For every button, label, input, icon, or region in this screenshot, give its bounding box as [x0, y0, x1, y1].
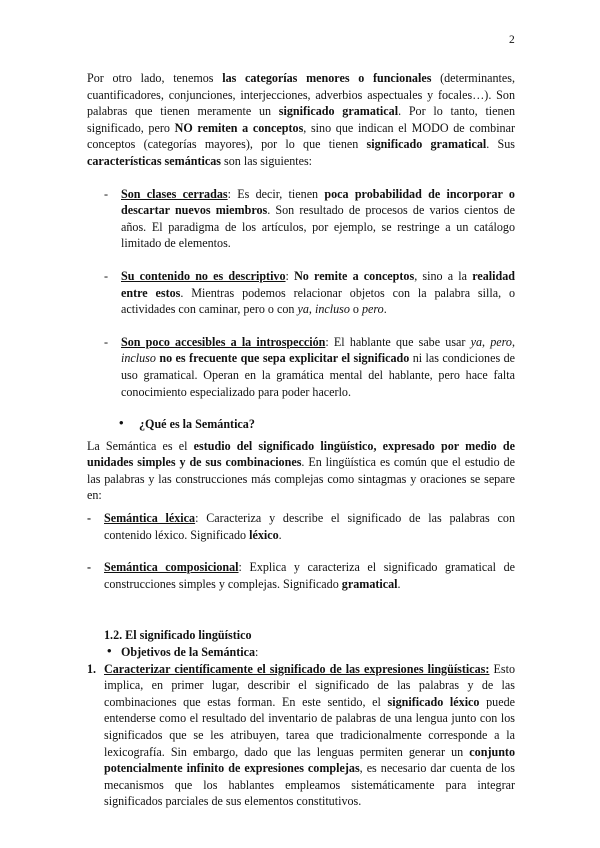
- objectives-heading: [87, 644, 515, 661]
- bold-text: estudio del significado lingüístico, expresado por medio de unidades simples y de sus combinaciones: [87, 438, 515, 470]
- italic-text: pero: [361, 302, 384, 317]
- objective-title: Caracterizar científicamente el significado de las expresiones lingüísticas:: [104, 661, 490, 676]
- text: (determinantes, cuantificadores, conjunciones, interjecciones, adverbios aspectuales y focales…). Son palabras que tienen meramente un: [87, 71, 515, 119]
- what-is-semantics-heading: [87, 416, 515, 433]
- text: : Explica y caracteriza el significado gramatical de construcciones simples y complejas. Significado: [104, 560, 515, 591]
- text: , sino a la: [414, 268, 473, 283]
- characteristic-introspection: [104, 334, 515, 400]
- text: o: [349, 302, 362, 317]
- text: :: [285, 268, 295, 283]
- text: : El hablante que sabe usar: [325, 334, 471, 349]
- document-body: [87, 70, 515, 810]
- bold-text: No remite a conceptos: [294, 268, 415, 283]
- text: :: [255, 645, 259, 660]
- characteristic-non-descriptive: [104, 268, 515, 318]
- text: , sino que indican el MODO de combinar conceptos (categorías mayores), por lo que tienen: [87, 120, 516, 152]
- section-heading: 1.2. El significado lingüístico: [104, 628, 252, 643]
- bold-text: significado gramatical: [366, 137, 487, 152]
- intro-paragraph: [87, 70, 515, 170]
- text: Esto implica, en primer lugar, describir el significado de las palabras y de las combinaciones que estas forman. En este sentido, el: [104, 661, 515, 709]
- heading-text: ¿Qué es la Semántica?: [139, 417, 255, 432]
- bullet-icon: •: [107, 643, 112, 659]
- text: . Mientras podemos relacionar objetos con la palabra silla, o actividades con caminar, pero o con: [121, 285, 515, 317]
- text: La Semántica es el: [87, 438, 194, 453]
- page-number: 2: [509, 34, 515, 46]
- text: . En lingüística es común que el estudio de las palabras y las construcciones más complejas como sintagmas y oraciones se separe en:: [87, 455, 515, 503]
- text: Por otro lado, tenemos: [87, 71, 223, 85]
- text: .: [383, 302, 387, 317]
- bold-text: gramatical: [341, 576, 398, 591]
- text: .: [278, 527, 282, 542]
- bold-text: no es frecuente que sepa explicitar el significado: [159, 351, 410, 366]
- dash-marker: -: [104, 334, 109, 349]
- characteristic-closed-classes: [104, 186, 515, 252]
- text: .: [397, 576, 401, 591]
- bullet-icon: •: [119, 415, 124, 431]
- text: ,: [511, 334, 515, 349]
- dash-marker: -: [104, 186, 109, 201]
- italic-text: ya: [470, 334, 483, 349]
- characteristic-title: Son poco accesibles a la introspección: [121, 334, 326, 349]
- semantics-definition: [87, 438, 515, 504]
- text: , es necesario dar cuenta de los mecanismos que los hablantes empleamos sistemáticamente para integrar significados parciales de sus elementos constitutivos.: [104, 761, 515, 809]
- text: ,: [482, 334, 491, 349]
- bold-text: léxico: [249, 527, 279, 542]
- text: . Por lo tanto, tienen significado, pero: [87, 104, 515, 135]
- text: ,: [308, 302, 315, 317]
- text: puede entenderse como el resultado del inventario de palabras de una lengua junto con los significados que se les atribuyen, tarea que tradicionalmente corresponde a la lexicografía. Sin embargo, dado que las lenguas permiten generar un: [104, 694, 515, 759]
- item-number: 1.: [87, 661, 97, 676]
- bold-text: conjunto potencialmente infinito de expresiones complejas: [104, 744, 515, 776]
- bold-text: características semánticas: [87, 153, 221, 168]
- bold-text: las categorías menores o funcionales: [222, 71, 432, 85]
- text: . Son resultado de procesos de varios cientos de años. El paradigma de los artículos, por ejemplo, se restringe a un catálogo limitado de elementos.: [121, 203, 515, 251]
- text: ni las condiciones de uso gramatical. Operan en la gramática mental del hablante, pero hace falta conocimiento especializado para poder hacerlo.: [121, 351, 515, 399]
- characteristic-title: Su contenido no es descriptivo: [121, 268, 286, 283]
- italic-text: incluso: [314, 302, 350, 317]
- bold-text: significado léxico: [387, 694, 480, 709]
- dash-marker: -: [104, 268, 109, 283]
- bold-text: poca probabilidad de incorporar o descartar nuevos miembros: [121, 186, 515, 218]
- compositional-semantics-title: Semántica composicional: [104, 560, 239, 575]
- bold-text: significado gramatical: [278, 104, 399, 119]
- text: son las siguientes:: [221, 153, 313, 168]
- italic-text: incluso: [121, 351, 156, 366]
- characteristic-title: Son clases cerradas: [121, 186, 228, 201]
- text: : Caracteriza y describe el significado de las palabras con contenido léxico. Significado: [104, 511, 515, 542]
- dash-marker: -: [87, 560, 92, 575]
- text: : Es decir, tienen: [227, 186, 325, 201]
- lexical-semantics-title: Semántica léxica: [104, 511, 196, 526]
- heading-text: Objetivos de la Semántica: [121, 645, 256, 660]
- lexical-semantics-item: [87, 510, 515, 543]
- text: . Sus: [486, 137, 515, 152]
- objective-item-1: [87, 661, 515, 810]
- dash-marker: -: [87, 511, 92, 526]
- bold-text: realidad entre estos: [121, 268, 515, 300]
- bold-text: NO remiten a conceptos: [174, 120, 304, 135]
- italic-text: ya: [297, 302, 309, 317]
- compositional-semantics-item: [87, 559, 515, 592]
- italic-text: pero: [490, 334, 512, 349]
